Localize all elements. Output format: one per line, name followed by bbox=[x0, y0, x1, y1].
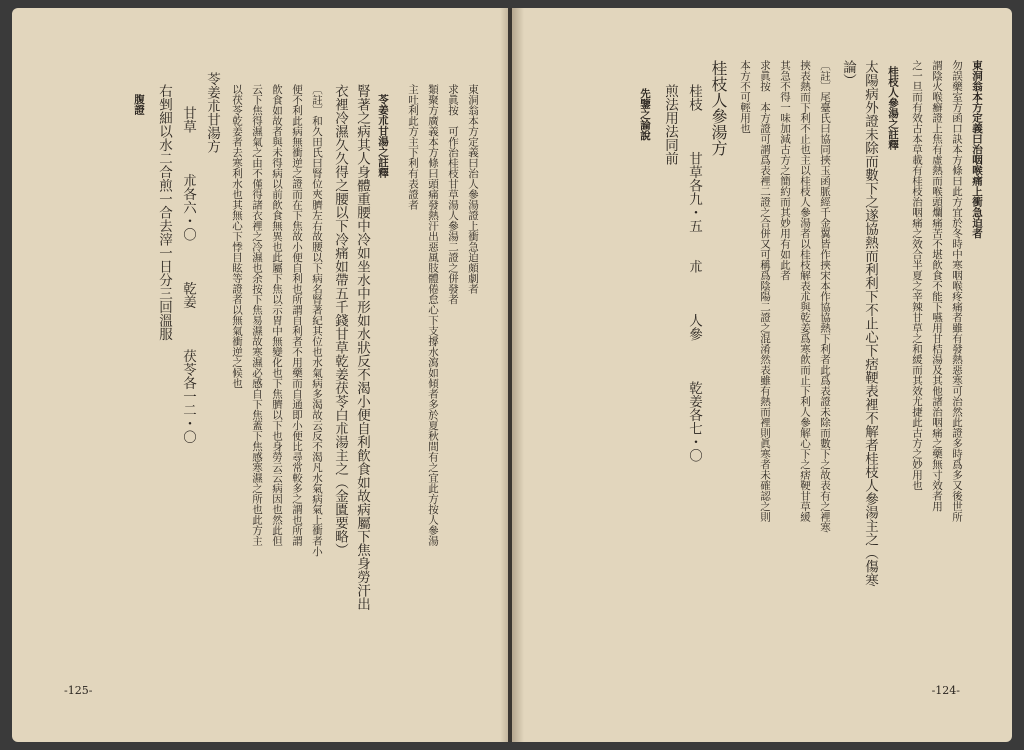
left-page bbox=[12, 8, 508, 742]
text-line: 衣裡冷濕久久得之腰以下冷痛如帶五千錢甘草乾姜茯苓白朮湯主之（金匱要略） bbox=[332, 84, 348, 557]
text-line: 主吐利此方主下利有表證者 bbox=[407, 84, 419, 210]
text-line: 東洞翁本方定義曰治咽喉痛上衝急迫者 bbox=[971, 60, 983, 239]
text-line: 論） bbox=[840, 60, 856, 87]
section-heading: 先鑒之論說 bbox=[639, 88, 651, 141]
right-page bbox=[512, 8, 1012, 742]
text-line: 腎著之病其人身體重腰中冷如坐水中形如水狀反不渴小便自利飮食如故病屬下焦身勞汗出 bbox=[354, 84, 370, 611]
section-heading: 桂枝人參湯之註釋 bbox=[887, 66, 899, 150]
book-gutter bbox=[500, 8, 524, 742]
text-line: 煎法用法同前 bbox=[662, 84, 678, 165]
text-line: 挾表熱而下利不止也主以桂枝人參湯者以桂枝解表朮與乾姜爲寒飮而止下利人參解心下之痞鞕甘草緩 bbox=[799, 60, 811, 522]
text-line: 勿誤藥室方函口訣本方條曰此方宜於冬時中寒咽喉疼痛者雖有發熱惡寒可治然此證多時爲多又後世所 bbox=[951, 60, 963, 522]
text-line: 謂陰火喉癬證上焦有虛熱而喉頭爛痛苦不堪飮食不能下嚥用甘桔湯及其他諸治咽痛之藥無寸效者用 bbox=[931, 60, 943, 512]
text-line: 求眞按 本方證可謂爲表裡二證之合併又可稱爲陰陽二證之混淆然表雖有熱而裡則眞寒者未確認之則 bbox=[759, 60, 771, 522]
text-line: 類聚方廣義本方條曰頭痛發熱汗出惡風肢體倦怠心下支撐水瀉如傾者多於夏秋間有之宜此方按人參湯 bbox=[427, 84, 439, 546]
text-line: 東洞翁本方定義曰治人參湯證上衝急迫頗劇者 bbox=[467, 84, 479, 294]
text-line: 云下焦得濕氣之由不僅得諸衣裡之冷濕也余按下焦易濕故寒濕必感自下焦蓋下焦感寒濕之所也此方主 bbox=[251, 84, 263, 546]
text-line: 求眞按 可作治桂枝甘草湯人參湯二證之併發者 bbox=[447, 84, 459, 305]
text-line: 以茯苓乾姜者去寒利水也其無心下悸目眩等證者以無氣衝逆之候也 bbox=[231, 84, 243, 389]
ingredients-line: 甘草 朮各六・〇 乾姜 茯苓各一二・〇 bbox=[180, 106, 196, 444]
formula-title: 桂枝人參湯方 bbox=[709, 60, 728, 156]
text-line: 便不利此病無衝逆之證而在下焦故小便自利也所謂自利者不用藥而自通即小便比尋常較多之謂也所謂 bbox=[291, 84, 303, 546]
text-line: 本方不可輕用也 bbox=[739, 60, 751, 134]
section-heading: 腹證 bbox=[133, 94, 145, 115]
text-line: 〔註〕和久田氏曰腎位夾臍左右故腰以下病名腎著紀其位也水氣病多渴故云反不渴凡水氣病氣上衝者小 bbox=[311, 84, 323, 557]
text-line: 太陽病外證未除而數下之遂協熱而利利下不止心下痞鞕表裡不解者桂枝人參湯主之（傷寒 bbox=[862, 60, 878, 587]
ingredients-line: 桂枝 甘草各九・五 朮 人參 乾姜各七・〇 bbox=[686, 84, 702, 462]
page-number: -125- bbox=[64, 684, 93, 697]
text-line: 〔註〕尾臺氏曰協同挾玉函脈經千金翼皆作挾宋本作協協熱下利者此爲表證未除而數下之故表有之裡寒 bbox=[819, 60, 831, 533]
text-line: 之一旦而有效古本草載有桂枝治咽痛之效合半夏之辛辣甘草之和緩而其效尤捷此古方之妙用也 bbox=[911, 60, 923, 491]
text-line: 右剉細以水二合煎一合去滓一日分三回溫服 bbox=[156, 84, 172, 341]
text-line: 飮食如故者與未得病以前飮食無異也此屬下焦以示胃中無變化也下焦臍以下也身勞云云病因也然此但 bbox=[271, 84, 283, 546]
page-number: -124- bbox=[931, 684, 960, 697]
formula-title: 苓姜朮甘湯方 bbox=[204, 72, 220, 153]
text-line: 其急不得一味加減古方之簡約而其妙用有如此者 bbox=[779, 60, 791, 281]
section-heading: 苓姜朮甘湯之註釋 bbox=[377, 94, 389, 178]
